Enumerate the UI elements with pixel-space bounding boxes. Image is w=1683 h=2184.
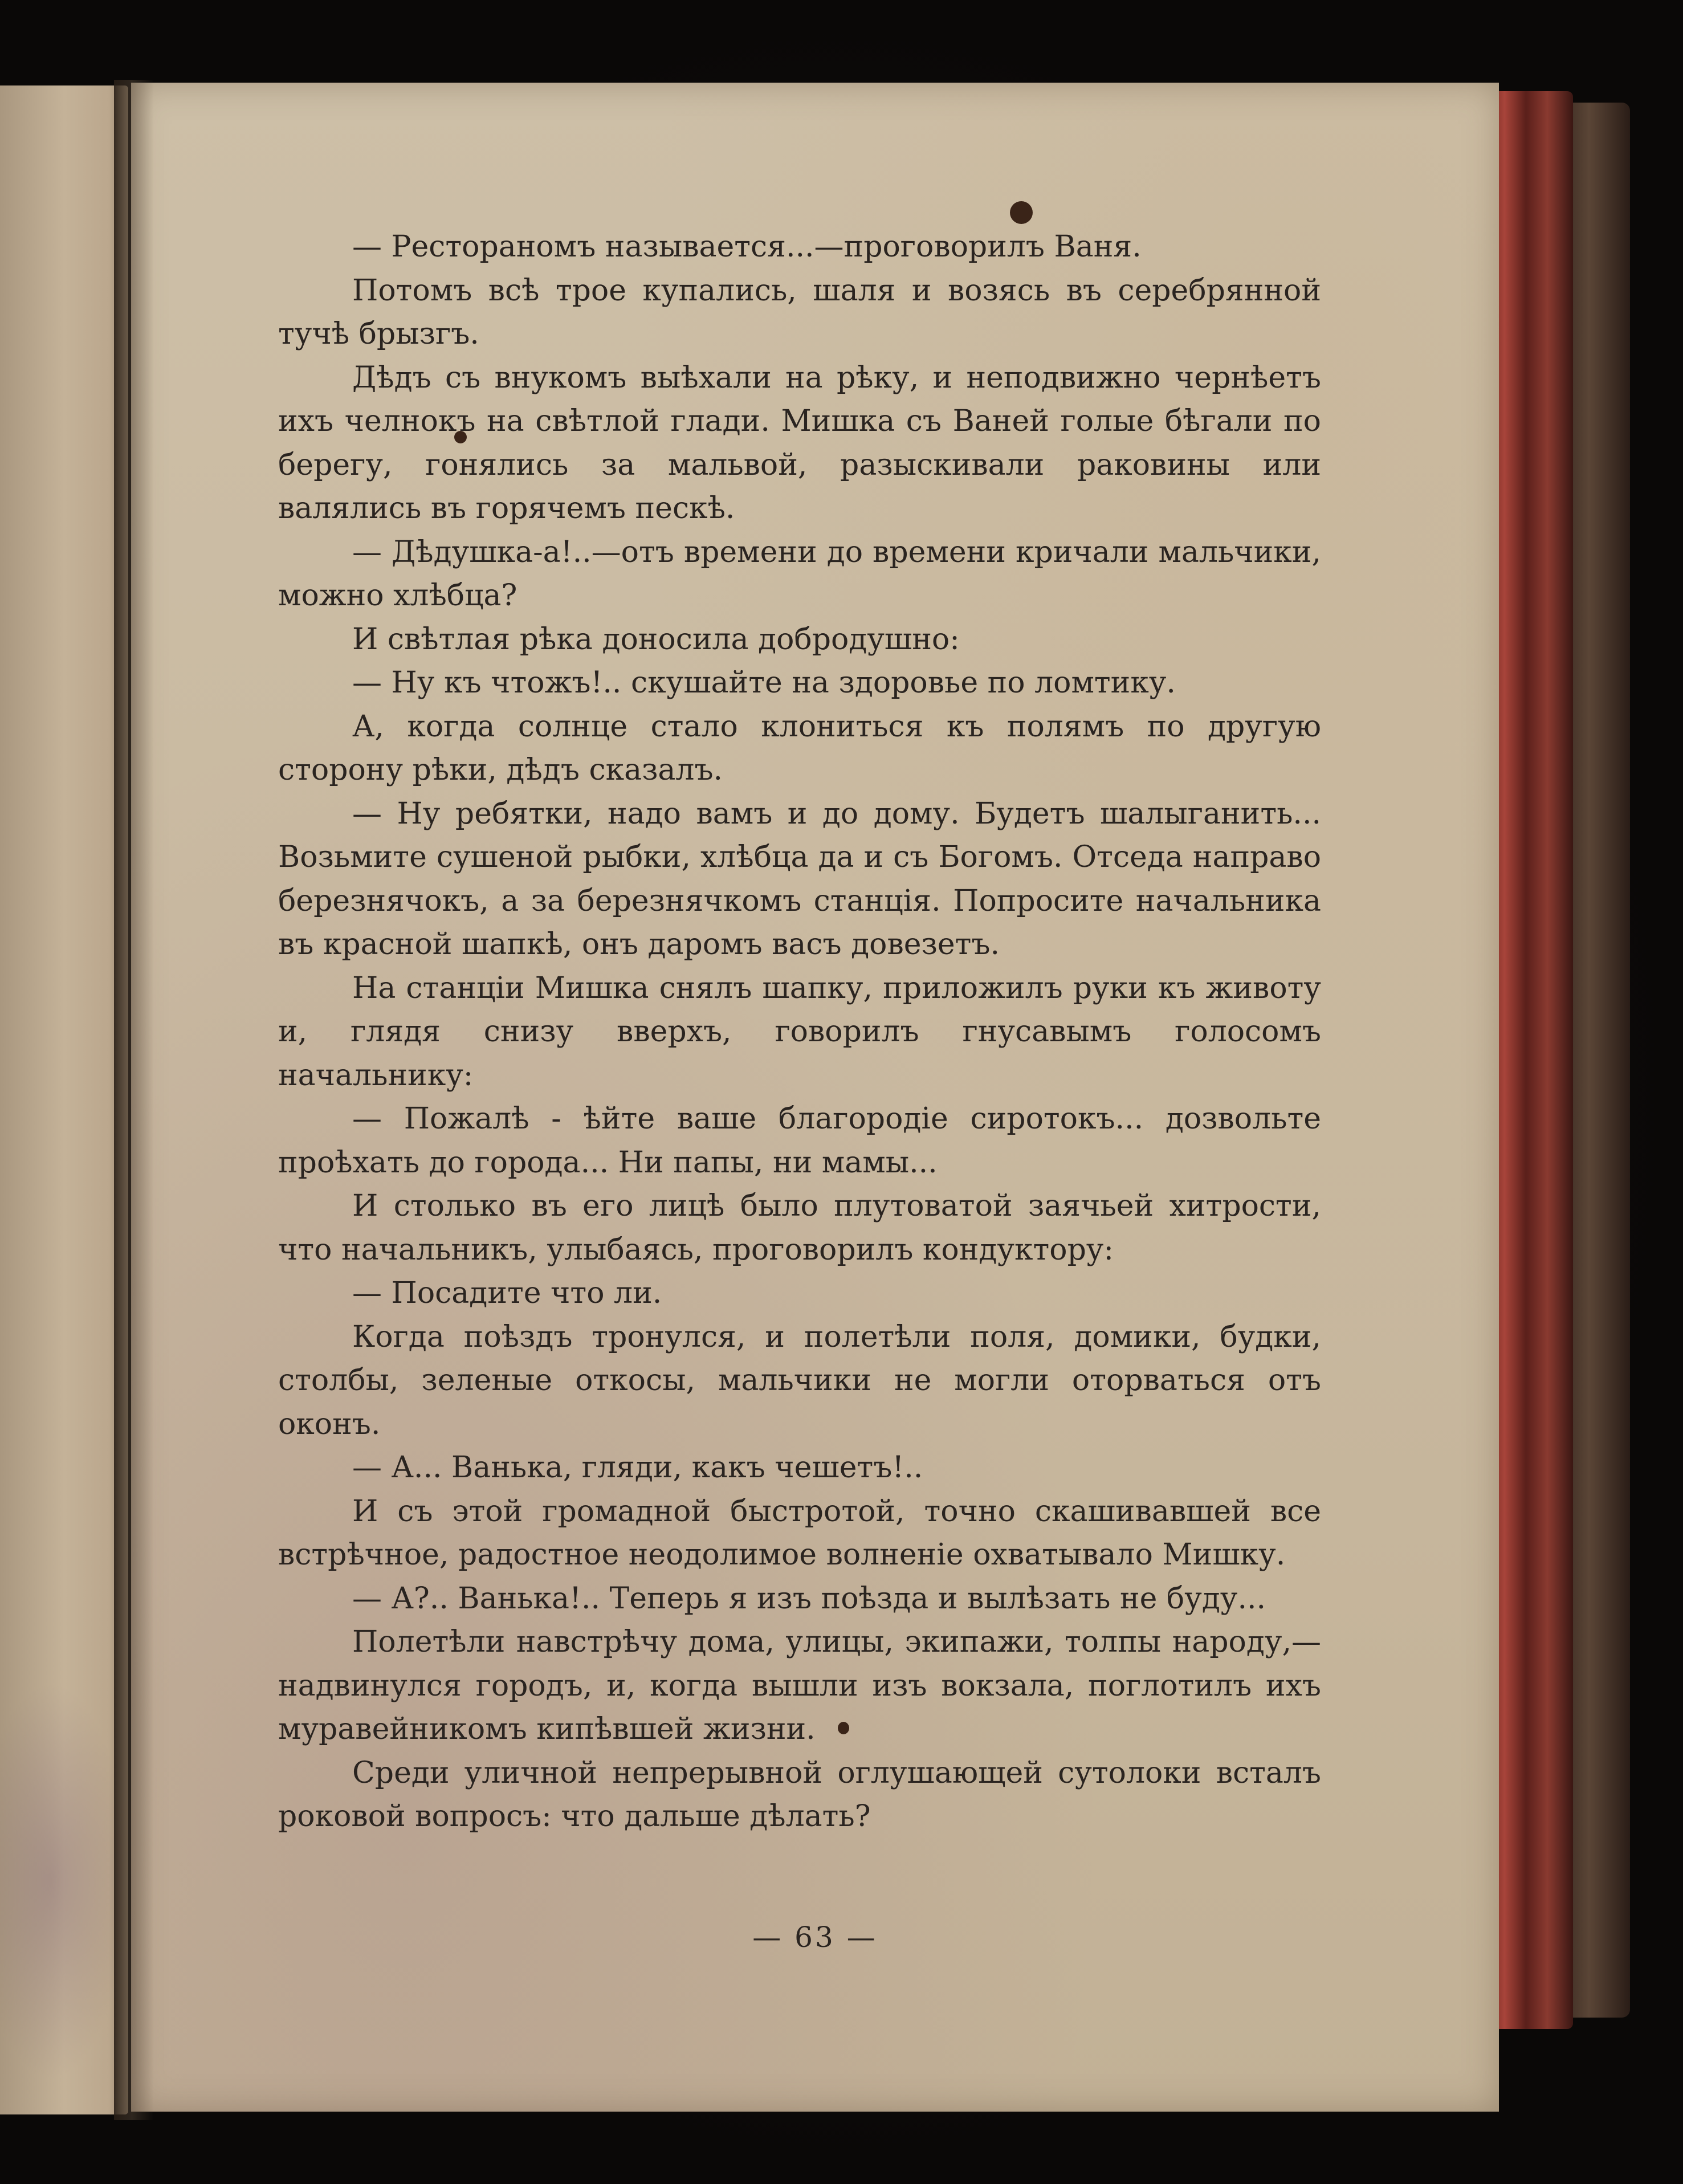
gutter-shadow [114, 80, 154, 2120]
paragraph: Дѣдъ съ внукомъ выѣхали на рѣку, и неподвижно чернѣетъ ихъ челнокъ на свѣтлой глади. Мишка съ Ваней голые бѣгали по берегу, гонялись за мальвой, разыскивали раковины или валялись въ горячемъ пескѣ. [278, 360, 1321, 525]
paragraph: — Дѣдушка-а!..—отъ времени до времени кричали мальчики, можно хлѣбца? [278, 535, 1321, 613]
paragraph: Потомъ всѣ трое купались, шаля и возясь въ серебрянной тучѣ брызгъ. [278, 273, 1321, 351]
paragraph: И свѣтлая рѣка доносила добродушно: [352, 622, 960, 657]
ink-spot [1010, 201, 1033, 224]
paragraph: А, когда солнце стало клониться къ полямъ по другую сторону рѣки, дѣдъ сказалъ. [278, 709, 1321, 787]
body-text [278, 225, 1321, 1839]
paragraph: И столько въ его лицѣ было плутоватой заячьей хитрости, что начальникъ, улыбаясь, проговорилъ кондуктору: [278, 1189, 1321, 1267]
page-number: — 63 — [752, 1921, 878, 1954]
page-fore-edge [1488, 91, 1573, 2029]
paragraph: Среди уличной непрерывной оглушающей сутолоки всталъ роковой вопросъ: что дальше дѣлать? [278, 1755, 1321, 1833]
book-page [131, 83, 1499, 2112]
paragraph: И съ этой громадной быстротой, точно скашивавшей все встрѣчное, радостное неодолимое волненiе охватывало Мишку. [278, 1494, 1321, 1572]
paragraph: — Рестораномъ называется...—проговорилъ Ваня. [352, 230, 1142, 264]
paragraph: — Пожалѣ - ѣйте ваше благородiе сиротокъ... дозвольте проѣхать до города... Ни папы, ни мамы... [278, 1102, 1321, 1180]
left-page-edge [0, 85, 128, 2114]
paragraph: — Ну ребятки, надо вамъ и до дому. Будетъ шалыганить... Возьмите сушеной рыбки, хлѣбца да и съ Богомъ. Отседа направо березнячокъ, а за березнячкомъ станцiя. Попросите начальника въ красной шапкѣ, онъ даромъ васъ довезетъ. [278, 796, 1321, 961]
paragraph: — А... Ванька, гляди, какъ чешетъ!.. [352, 1450, 923, 1485]
paragraph: — Посадите что ли. [352, 1276, 662, 1310]
paragraph: Полетѣли навстрѣчу дома, улицы, экипажи, толпы народу,—надвинулся городъ, и, когда вышли изъ вокзала, поглотилъ ихъ муравейникомъ кипѣвшей жизни. [278, 1625, 1321, 1746]
paragraph: На станцiи Мишка снялъ шапку, приложилъ руки къ животу и, глядя снизу вверхъ, говорилъ гнусавымъ голосомъ начальнику: [278, 971, 1321, 1093]
paragraph: — А?.. Ванька!.. Теперь я изъ поѣзда и вылѣзать не буду... [352, 1581, 1266, 1616]
paragraph: — Ну къ чтожъ!.. скушайте на здоровье по ломтику. [352, 666, 1176, 700]
paragraph: Когда поѣздъ тронулся, и полетѣли поля, домики, будки, столбы, зеленые откосы, мальчики не могли оторваться отъ оконъ. [278, 1319, 1321, 1441]
